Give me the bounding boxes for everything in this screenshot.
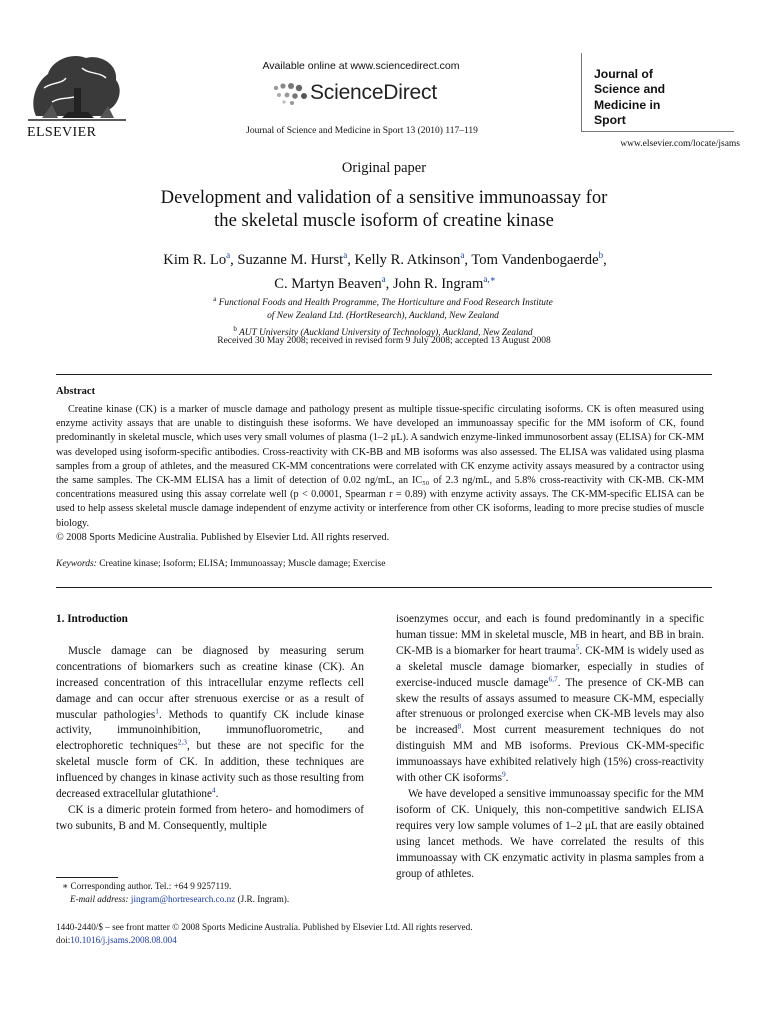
article-title bbox=[64, 186, 704, 232]
paper-type: Original paper bbox=[341, 160, 427, 176]
citation-ref[interactable]: 1 bbox=[155, 705, 159, 715]
footnote bbox=[56, 880, 366, 906]
sciencedirect-logo bbox=[270, 78, 437, 108]
affiliation-mark[interactable]: b bbox=[598, 250, 604, 260]
publisher-name: ELSEVIER bbox=[27, 125, 97, 140]
author-name: John R. Ingram bbox=[392, 275, 484, 292]
keywords-label: Keywords: bbox=[56, 559, 97, 569]
title-line: Development and validation of a sensitive immunoassay for bbox=[160, 187, 608, 208]
citation-ref[interactable]: 9 bbox=[501, 769, 506, 779]
abstract-text: Creatine kinase (CK) is a marker of muscle damage and pathology present as multiple tissue-specific circulating isoforms. CK is often measured using enzyme activity assays that are unable to distinguish these isoforms. We have developed an immunoassay specific for the MM isoform of CK, found predominantly in skeletal muscle, which uses very small volumes of plasma (1–2 μL). A sandwich enzyme-linked immunosorbent assay (ELISA) for CK-MM was developed using isoform-specific antibodies. Cross-reactivity with CK-BB and MB isoforms was also assessed. The ELISA was validated using plasma samples from a group of athletes, and the measured CK-MM concentrations were correlated with CK enzyme activity assays measured by a contractor using the same samples. The CK-MM ELISA has a limit of detection of 0.02 ng/mL, an IC₅₀ of 2.3 ng/mL, and 5.8% cross-reactivity with CK-MB. CK-MM concentrations measured using this assay correlate well (p < 0.0001, Spearman r = 0.89) with enzyme activity assays. The CK-MM-specific ELISA can be used to help assess skeletal muscle damage independent of enzyme activity or interference from other CK isoforms, leading to more precise studies of muscle biology. bbox=[56, 404, 704, 529]
author-list: Kim R. Lo$^a$, Suzanne M. Hurst$^a$, Kelly R. Atkinson$^a$, Tom Vandenbogaerde$^b$, C. Martyn Beaven$^a$, John R. Ingram$^{a,∗}$ bbox=[163, 250, 607, 292]
affiliation-mark[interactable]: a,∗ bbox=[483, 273, 496, 284]
journal-citation: Journal of Science and Medicine in Sport 13 (2010) 117–119 bbox=[246, 126, 478, 136]
elsevier-logo bbox=[22, 44, 132, 142]
citation-ref[interactable]: 4 bbox=[211, 785, 216, 795]
affiliation-mark[interactable]: a bbox=[226, 250, 231, 260]
doi-link[interactable]: 10.1016/j.jsams.2008.08.004 bbox=[70, 935, 177, 945]
email-link[interactable]: jingram@hortresearch.co.nz bbox=[130, 894, 236, 904]
paragraph: CK is a dimeric protein formed from hetero- and homodimers of two subunits, B and M. Consequently, multiple bbox=[56, 803, 364, 832]
copyright-line: © 2008 Sports Medicine Australia. Published by Elsevier Ltd. All rights reserved. bbox=[56, 531, 390, 543]
keywords-list: Creatine kinase; Isoform; ELISA; Immunoassay; Muscle damage; Exercise bbox=[99, 559, 386, 569]
footnote-mark: ∗ bbox=[62, 881, 69, 891]
journal-box-line: Sport bbox=[594, 113, 626, 128]
author-name: Kelly R. Atkinson bbox=[354, 251, 461, 268]
keywords bbox=[56, 559, 704, 569]
issn-line: 1440-2440/$ – see front matter © 2008 Sports Medicine Australia. Published by Elsevier Ltd. All rights reserved. bbox=[56, 922, 473, 932]
affiliation-mark[interactable]: a bbox=[381, 273, 386, 284]
citation-ref[interactable]: 8 bbox=[457, 721, 462, 731]
journal-box-line: Science and bbox=[594, 82, 666, 97]
email-label: E-mail address: bbox=[70, 894, 129, 904]
title-line: the skeletal muscle isoform of creatine kinase bbox=[214, 210, 554, 231]
author-name: Tom Vandenbogaerde bbox=[471, 251, 599, 268]
sciencedirect-wordmark: ScienceDirect bbox=[310, 81, 437, 104]
abstract-heading: Abstract bbox=[56, 386, 96, 397]
divider bbox=[56, 374, 712, 375]
corresponding-author: Corresponding author. Tel.: +64 9 9257119. bbox=[70, 881, 232, 891]
affiliation-text: AUT University (Auckland University of Technology), Auckland, New Zealand bbox=[239, 328, 533, 339]
affiliation-text: Functional Foods and Health Programme, The Horticulture and Food Research Institute bbox=[218, 298, 553, 309]
citation-ref[interactable]: 2,3 bbox=[177, 737, 187, 747]
journal-box-line: Journal of bbox=[594, 67, 653, 81]
section-heading: 1. Introduction bbox=[56, 613, 128, 625]
doi-label: doi: bbox=[56, 935, 71, 945]
divider bbox=[56, 587, 712, 588]
footnote-divider bbox=[56, 877, 118, 878]
affiliation-text: of New Zealand Ltd. (HortResearch), Auckland, New Zealand bbox=[267, 311, 499, 322]
affiliation-label: a bbox=[213, 295, 217, 303]
sciencedirect-dots-icon bbox=[270, 80, 310, 106]
paragraph: isoenzymes occur, and each is found predominantly in a specific human tissue: MM in skeletal muscle, MB in heart, and BB in brain. CK-MB is a biomarker for heart trauma$^5$. CK-MM is widely used as a skeletal muscle damage biomarker, especially in studies of exercise-induced muscle damage$^{6,7}$. The presence of CK-MB can skew the results of assays assumed to measure CK-MM, especially after strenuous or prolonged exercise when CK-MB levels may also be increased$^8$. Most current measurement techniques do not distinguish MM and MB isoforms. Previous CK-MM-specific immunoassays have exhibited relatively high (15%) cross-reactivity with other CK isoforms$^9$. bbox=[396, 613, 705, 785]
received-dates: Received 30 May 2008; received in revised form 9 July 2008; accepted 13 August 2008 bbox=[217, 336, 551, 346]
author-name: Kim R. Lo bbox=[163, 251, 227, 268]
paragraph: We have developed a sensitive immunoassay specific for the MM isoform of CK. Uniquely, this non-competitive sandwich ELISA requires very low sample volumes of 1–2 μL that are easily obtained using lancet methods. We have correlated the results of this immunoassay with CK enzymatic activity in plasma samples from a group of athletes. bbox=[396, 787, 704, 880]
affiliation-mark[interactable]: a bbox=[343, 250, 348, 260]
front-matter bbox=[56, 921, 656, 947]
author-name: C. Martyn Beaven bbox=[274, 275, 382, 292]
citation-ref[interactable]: 5 bbox=[575, 642, 580, 652]
paragraph: Muscle damage can be diagnosed by measuring serum concentrations of biomarkers such as creatine kinase (CK). An increased concentration of this intracellular enzyme reflects cell damage and can occur after strenuous exercise or as a result of muscular pathologies$^1$. Methods to quantify CK include kinase activity, immunoinhibition, immunofluorometric, and electrophoretic techniques$^{2,3}$, but these are not specific for the skeletal muscle form of CK. In addition, these techniques are influenced by changes in kinase activity such as those resulting from decreased extracellular glutathione$^4$. bbox=[56, 644, 364, 801]
body-column-right bbox=[396, 612, 704, 882]
journal-url[interactable]: www.elsevier.com/locate/jsams bbox=[620, 139, 740, 149]
author-name: Suzanne M. Hurst bbox=[237, 251, 344, 268]
available-online-text: Available online at www.sciencedirect.com bbox=[262, 60, 460, 72]
body-column-left bbox=[56, 612, 364, 835]
affiliation-label: b bbox=[233, 325, 237, 334]
citation-ref[interactable]: 6,7 bbox=[548, 673, 558, 683]
affiliations bbox=[100, 293, 666, 340]
abstract-body bbox=[56, 403, 704, 545]
affiliation-mark[interactable]: a bbox=[460, 250, 465, 260]
journal-box-line: Medicine in bbox=[594, 97, 661, 112]
journal-name-box bbox=[581, 53, 734, 132]
email-suffix: (J.R. Ingram). bbox=[237, 894, 290, 904]
